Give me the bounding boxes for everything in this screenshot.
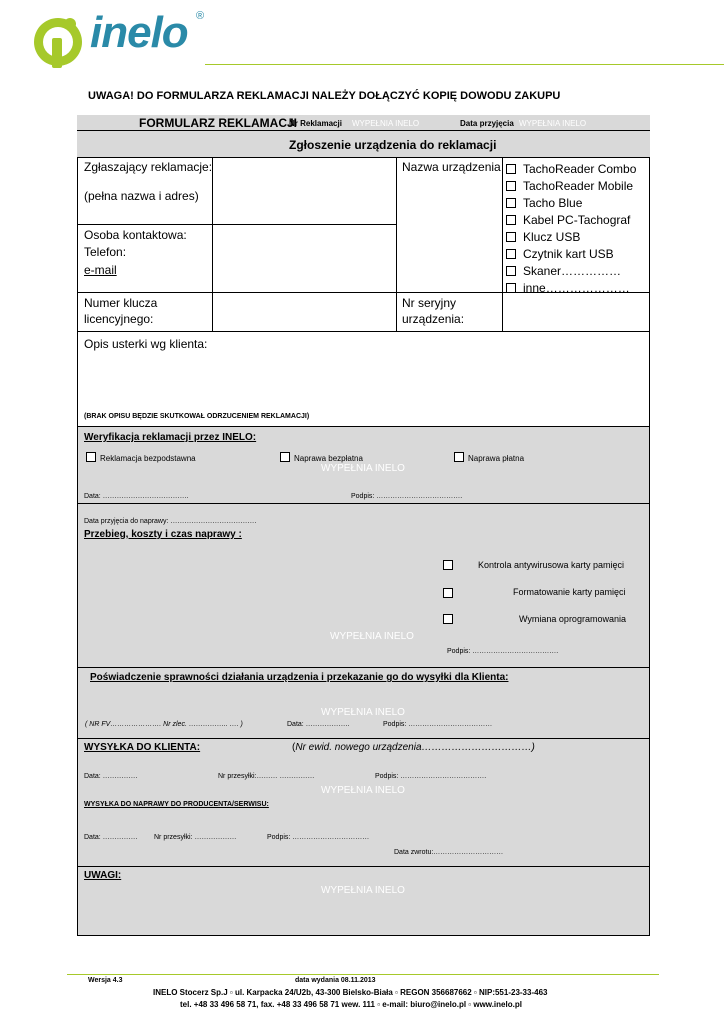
complaint-number-field[interactable]: WYPEŁNIA INELO — [352, 119, 420, 128]
checkbox[interactable] — [86, 452, 96, 462]
fault-description-label: Opis usterki wg klienta: — [84, 337, 208, 351]
header-divider — [205, 64, 724, 65]
software-checkbox[interactable] — [443, 614, 453, 624]
checkbox[interactable] — [506, 181, 516, 191]
applicant-sublabel: (pełna nazwa i adres) — [84, 189, 199, 203]
logo-text: inelo — [90, 8, 188, 57]
grid-line — [77, 224, 396, 225]
section-title-row — [77, 131, 650, 158]
applicant-label: Zgłaszający reklamacje: — [84, 160, 213, 174]
purchase-proof-notice: UWAGA! DO FORMULARZA REKLAMACJI NALEŻY DOŁĄCZYĆ KOPIĘ DOWODU ZAKUPU — [88, 90, 561, 102]
grid-line — [77, 331, 650, 332]
software-option: Wymiana oprogramowania — [519, 614, 626, 624]
producer-shipping-date[interactable]: Data: …………… — [84, 834, 138, 841]
grid-line — [396, 158, 397, 332]
issue-date: data wydania 08.11.2013 — [295, 977, 376, 984]
description-warning: (BRAK OPISU BĘDZIE SKUTKOWAŁ ODRZUCENIEM REKLAMACJI) — [84, 413, 310, 420]
checkbox[interactable] — [506, 283, 516, 293]
company-info: INELO Stocerz Sp.J ▫ ul. Karpacka 24/U2b, 43-300 Bielsko-Biała ▫ REGON 356687662 ▫ NIP:551-23-33-463 — [153, 988, 548, 997]
device-option-7[interactable]: Skaner…………… — [506, 262, 621, 280]
verification-signature[interactable]: Podpis: ………………………………. — [351, 493, 463, 500]
email-label: e-mail — [84, 263, 117, 277]
remarks-section — [78, 867, 649, 935]
fault-description-field[interactable] — [78, 352, 649, 408]
shipping-date[interactable]: Data: …………… — [84, 773, 138, 780]
complaint-number-label: Nr Reklamacji — [289, 119, 342, 128]
confirmation-title: Poświadczenie sprawności działania urządzenia i przekazanie go do wysyłki dla Klienta: — [90, 672, 509, 683]
checkbox[interactable] — [506, 232, 516, 242]
device-option-3[interactable]: Tacho Blue — [506, 194, 582, 212]
checkbox[interactable] — [506, 266, 516, 276]
receipt-date-field[interactable]: WYPEŁNIA INELO — [519, 119, 587, 128]
checkbox[interactable] — [454, 452, 464, 462]
contact-field[interactable] — [213, 225, 396, 292]
device-option-2[interactable]: TachoReader Mobile — [506, 177, 633, 195]
device-option-6[interactable]: Czytnik kart USB — [506, 245, 614, 263]
verification-title: Weryfikacja reklamacji przez INELO: — [84, 432, 257, 443]
confirmation-date[interactable]: Data: ………………. — [287, 721, 350, 728]
repair-title: Przebieg, koszty i czas naprawy : — [84, 529, 242, 540]
remarks-fill-note: WYPEŁNIA INELO — [321, 885, 405, 896]
form-version: Wersja 4.3 — [88, 977, 123, 984]
shipping-parcel-number[interactable]: Nr przesyłki:……… …………… — [218, 773, 315, 780]
verification-fill-note: WYPEŁNIA INELO — [321, 463, 405, 474]
producer-shipping-title: WYSYŁKA DO NAPRAWY DO PRODUCENTA/SERWISU: — [84, 801, 269, 808]
new-device-number[interactable]: (Nr ewid. nowego urządzenia……………………………) — [292, 742, 535, 753]
contact-info: tel. +48 33 496 58 71, fax. +48 33 496 58 71 wew. 111 ▫ e-mail: biuro@inelo.pl ▫ www.inelo.pl — [180, 1000, 522, 1009]
repair-intake-date[interactable]: Data przyjęcia do naprawy: ………………………………. — [84, 518, 257, 525]
paid-repair-option[interactable]: Naprawa płatna — [454, 448, 524, 466]
checkbox[interactable] — [506, 164, 516, 174]
contact-person-label: Osoba kontaktowa: — [84, 228, 187, 242]
unfounded-option[interactable]: Reklamacja bezpodstawna — [86, 448, 196, 466]
invoice-order-number[interactable]: ( NR FV…………………. Nr zlec. …………….. …. ) — [85, 721, 243, 728]
serial-label-1: Nr seryjny — [402, 296, 457, 310]
format-option: Formatowanie karty pamięci — [513, 587, 626, 597]
confirmation-signature[interactable]: Podpis: ……………………………… — [383, 721, 493, 728]
logo-registered-mark: ® — [196, 10, 205, 22]
receipt-date-label: Data przyjęcia — [460, 119, 514, 128]
shipping-title: WYSYŁKA DO KLIENTA: — [84, 742, 201, 753]
section-title: Zgłoszenie urządzenia do reklamacji — [289, 138, 497, 152]
serial-number-field[interactable] — [502, 293, 649, 331]
format-checkbox[interactable] — [443, 588, 453, 598]
return-date[interactable]: Data zwrotu:………………………… — [394, 849, 504, 856]
device-option-4[interactable]: Kabel PC-Tachograf — [506, 211, 630, 229]
serial-label-2: urządzenia: — [402, 312, 465, 326]
checkbox[interactable] — [280, 452, 290, 462]
checkbox[interactable] — [506, 215, 516, 225]
producer-parcel-number[interactable]: Nr przesyłki: ……………… — [154, 834, 237, 841]
verification-date[interactable]: Data: ………………………………. — [84, 493, 189, 500]
free-repair-option[interactable]: Naprawa bezpłatna — [280, 448, 363, 466]
applicant-field[interactable] — [213, 159, 396, 224]
form-title-row — [77, 115, 650, 131]
shipping-fill-note: WYPEŁNIA INELO — [321, 785, 405, 796]
inelo-logo-icon — [30, 12, 86, 68]
grid-line — [212, 158, 213, 332]
license-key-label-2: licencyjnego: — [84, 312, 154, 326]
form-title: FORMULARZ REKLAMACJI — [139, 116, 297, 130]
device-option-1[interactable]: TachoReader Combo — [506, 160, 636, 178]
grid-line — [502, 158, 503, 332]
producer-signature[interactable]: Podpis: …………………………… — [267, 834, 370, 841]
repair-fill-note: WYPEŁNIA INELO — [330, 631, 414, 642]
phone-label: Telefon: — [84, 245, 127, 259]
footer-divider — [67, 974, 659, 975]
antivirus-checkbox[interactable] — [443, 560, 453, 570]
remarks-title: UWAGI: — [84, 870, 122, 881]
device-name-label: Nazwa urządzenia — [402, 160, 501, 174]
repair-signature[interactable]: Podpis: ………………………………. — [447, 648, 559, 655]
checkbox[interactable] — [506, 249, 516, 259]
license-key-field[interactable] — [213, 293, 396, 331]
device-option-5[interactable]: Klucz USB — [506, 228, 580, 246]
shipping-signature[interactable]: Podpis: ………………………………. — [375, 773, 487, 780]
device-option-8[interactable]: inne………………… — [506, 279, 630, 297]
checkbox[interactable] — [506, 198, 516, 208]
antivirus-option: Kontrola antywirusowa karty pamięci — [478, 560, 625, 570]
confirmation-fill-note: WYPEŁNIA INELO — [321, 707, 405, 718]
license-key-label-1: Numer klucza — [84, 296, 158, 310]
